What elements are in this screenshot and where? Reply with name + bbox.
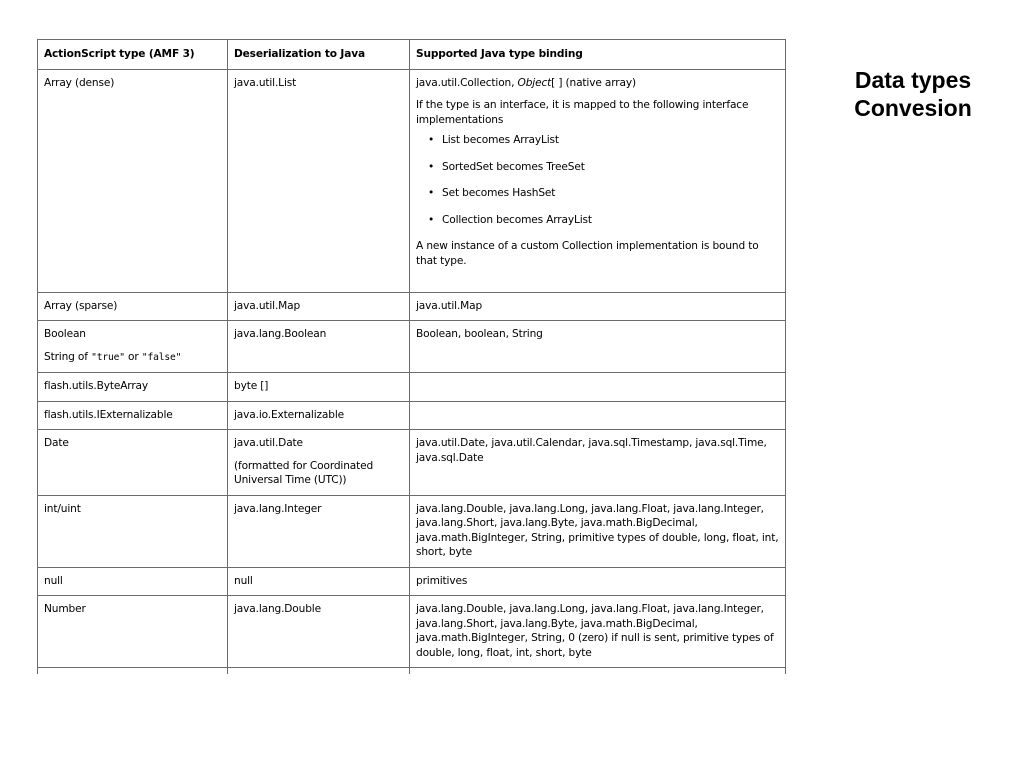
cell-as-type (38, 321, 228, 373)
table-row (38, 495, 786, 567)
implementation-list (416, 133, 779, 227)
binding-suffix: [ ] (native array) (551, 76, 636, 89)
cell-binding (410, 373, 786, 402)
slide-title-line-2: Convesion (854, 95, 972, 121)
cell-cutoff (410, 668, 786, 675)
table-row (38, 401, 786, 430)
table-row (38, 292, 786, 321)
cell-java-type: java.lang.Double (228, 596, 410, 668)
false-literal: "false" (141, 351, 182, 363)
cell-java-type: java.io.Externalizable (228, 401, 410, 430)
cell-binding: java.util.Date, java.util.Calendar, java.sql.Timestamp, java.sql.Time, java.sql.Date (410, 430, 786, 496)
list-item: • List becomes ArrayList (428, 133, 779, 148)
cell-binding (410, 69, 786, 292)
slide-title (820, 66, 1006, 122)
utc-note: (formatted for Coordinated Universal Time (UTC)) (234, 459, 374, 486)
cell-as-type: Array (sparse) (38, 292, 228, 321)
cell-binding: primitives (410, 567, 786, 596)
table-row (38, 596, 786, 668)
cell-as-type: null (38, 567, 228, 596)
slide-title-line-1: Data types (854, 67, 972, 93)
table-row (38, 567, 786, 596)
binding-italic: Object (517, 76, 552, 89)
cell-as-type: Number (38, 596, 228, 668)
cell-cutoff (228, 668, 410, 675)
cell-binding: Boolean, boolean, String (410, 321, 786, 373)
type-conversion-table (37, 39, 786, 674)
cell-as-type: Array (dense) (38, 69, 228, 292)
true-literal: "true" (91, 351, 125, 363)
list-item: • Collection becomes ArrayList (428, 213, 779, 228)
cell-java-type: java.util.List (228, 69, 410, 292)
custom-collection-note: A new instance of a custom Collection implementation is bound to that type. (416, 240, 759, 267)
cell-java-type: java.util.Map (228, 292, 410, 321)
or-word: or (124, 350, 142, 363)
cell-binding: java.lang.Double, java.lang.Long, java.lang.Float, java.lang.Integer, java.lang.Short, java.lang.Byte, java.math.BigDecimal, java.math.BigInteger, String, primitive types of double, long, float, int, short, byte (410, 495, 786, 567)
cell-java-type: java.lang.Integer (228, 495, 410, 567)
cell-binding: java.util.Map (410, 292, 786, 321)
interface-note: If the type is an interface, it is mapped to the following interface implementations (416, 99, 749, 126)
table-row (38, 321, 786, 373)
cell-java-type: null (228, 567, 410, 596)
list-item: • SortedSet becomes TreeSet (428, 160, 779, 175)
cell-as-type: flash.utils.IExternalizable (38, 401, 228, 430)
cell-java-type: java.lang.Boolean (228, 321, 410, 373)
cell-java-type (228, 430, 410, 496)
cell-as-type: Date (38, 430, 228, 496)
list-item: • Set becomes HashSet (428, 186, 779, 201)
date-java-type: java.util.Date (234, 437, 303, 449)
cell-java-type: byte [] (228, 373, 410, 402)
header-java-binding: Supported Java type binding (410, 40, 786, 70)
cell-binding (410, 401, 786, 430)
binding-prefix: java.util.Collection, (416, 76, 518, 89)
table-header-row (38, 40, 786, 70)
header-deserialization: Deserialization to Java (228, 40, 410, 70)
cell-cutoff (38, 668, 228, 675)
boolean-label: Boolean (44, 328, 86, 340)
string-of-note (44, 350, 221, 366)
table-row (38, 69, 786, 292)
cell-binding: java.lang.Double, java.lang.Long, java.lang.Float, java.lang.Integer, java.lang.Short, java.lang.Byte, java.math.BigDecimal, java.math.BigInteger, String, 0 (zero) if null is sent, primitive types of double, long, float, int, short, byte (410, 596, 786, 668)
table-row (38, 430, 786, 496)
table-row-cutoff (38, 668, 786, 675)
table-row (38, 373, 786, 402)
cell-as-type: flash.utils.ByteArray (38, 373, 228, 402)
cell-as-type: int/uint (38, 495, 228, 567)
binding-line (416, 76, 779, 91)
header-actionscript-type: ActionScript type (AMF 3) (38, 40, 228, 70)
string-of-prefix: String of (44, 350, 92, 363)
